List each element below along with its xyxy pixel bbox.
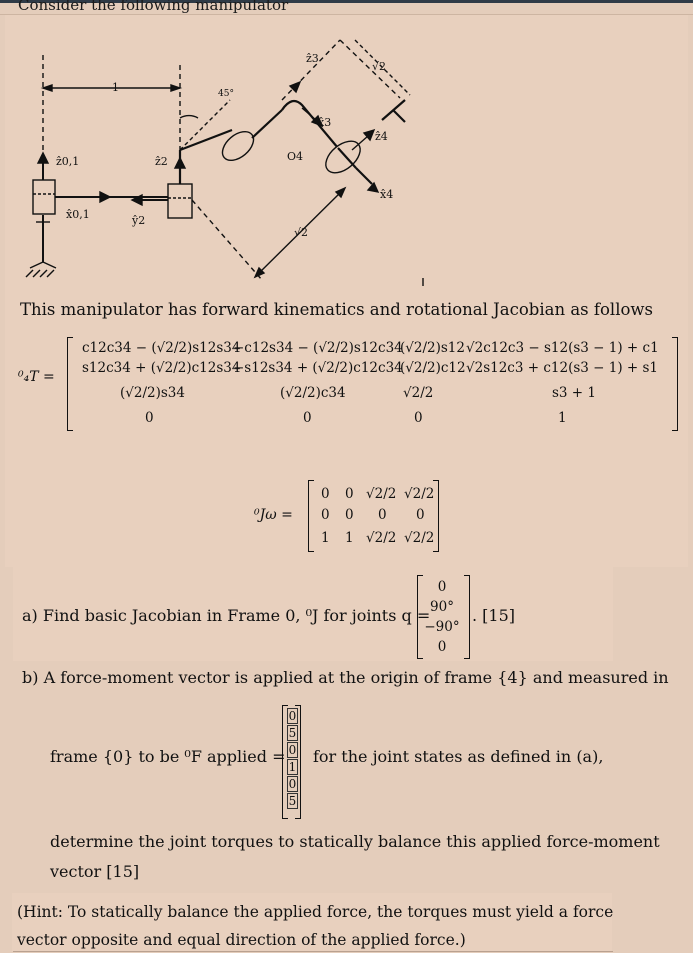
label-x4: x̂4 — [380, 188, 394, 201]
dim-arrow-left — [43, 85, 52, 91]
jw-lhs: ⁰Jω = — [254, 507, 293, 523]
jw-cell: 1 — [345, 530, 354, 546]
fk-cell: c12c34 − (√2/2)s12s34 — [82, 340, 241, 356]
intro-text: This manipulator has forward kinematics and rotational Jacobian as follows — [20, 300, 654, 319]
part-b-line3: determine the joint torques to statically balance this applied force-moment — [50, 832, 660, 851]
fk-cell: s12c34 + (√2/2)c12s34 — [82, 360, 241, 376]
q-value: 0 — [437, 579, 447, 595]
question-title: Consider the following manipulator — [18, 0, 289, 14]
fk-bracket-right — [672, 337, 678, 431]
part-a-text: a) Find basic Jacobian in Frame 0, ⁰J for joints q = — [22, 606, 431, 625]
jw-cell: √2/2 — [366, 530, 397, 546]
q-value: −90° — [424, 619, 460, 635]
joint-2 — [168, 184, 192, 218]
force-entry: 5 — [288, 726, 297, 740]
label-one: 1 — [112, 81, 119, 94]
fk-cell: (√2/2)c34 — [280, 385, 346, 401]
joint-3 — [217, 126, 259, 166]
force-entry: 5 — [288, 794, 297, 808]
part-b-line2: frame {0} to be ⁰F applied = — [50, 747, 286, 766]
fk-cell: 0 — [303, 410, 312, 426]
jw-cell: 0 — [345, 507, 354, 523]
part-b-line4: vector [15] — [50, 862, 140, 881]
label-sqrt2-bottom: √2 — [294, 226, 309, 239]
hint-line1: (Hint: To statically balance the applied force, the torques must yield a force — [17, 903, 614, 921]
fk-cell: 0 — [414, 410, 423, 426]
label-z4: ẑ4 — [375, 130, 388, 143]
q-value: 90° — [430, 599, 454, 615]
fk-cell: (√2/2)s12 — [400, 340, 465, 356]
label-o4: O4 — [287, 150, 304, 163]
force-vector — [287, 708, 298, 810]
fk-cell: −c12s34 − (√2/2)s12c34 — [233, 340, 403, 356]
jw-cell: 1 — [321, 530, 330, 546]
force-entry: 0 — [288, 777, 297, 791]
label-x01: x̂0,1 — [66, 208, 90, 221]
part-a-marks: . [15] — [472, 606, 516, 625]
jw-cell: 0 — [416, 507, 425, 523]
fk-bracket-left — [67, 337, 73, 431]
jw-cell: 0 — [321, 486, 330, 502]
jw-bracket-left — [308, 480, 314, 552]
fk-cell: √2s12c3 + c12(s3 − 1) + s1 — [466, 360, 659, 376]
label-z01: ẑ0,1 — [56, 155, 80, 168]
dim-arrow-right — [171, 85, 180, 91]
jw-cell: √2/2 — [404, 530, 435, 546]
manipulator-diagram — [0, 0, 693, 300]
label-angle: 45° — [218, 89, 234, 99]
jw-cell: 0 — [345, 486, 354, 502]
q-bracket-right — [464, 575, 470, 659]
fk-lhs: ⁰₄T = — [18, 369, 55, 385]
label-z2: ẑ2 — [155, 155, 168, 168]
hint-line2: vector opposite and equal direction of the applied force.) — [17, 931, 466, 949]
fk-cell: √2c12c3 − s12(s3 − 1) + c1 — [466, 340, 659, 356]
label-y2: ŷ2 — [132, 214, 146, 227]
jw-cell: 0 — [321, 507, 330, 523]
label-x3: x̂3 — [318, 116, 332, 129]
fk-cell: 1 — [558, 410, 567, 426]
force-entry: 1 — [288, 760, 297, 774]
fk-cell: 0 — [145, 410, 154, 426]
part-b-line1: b) A force-moment vector is applied at the origin of frame {4} and measured in — [22, 668, 669, 687]
hint-underline — [13, 951, 613, 952]
label-sqrt2-top: √2 — [372, 60, 387, 73]
force-entry: 0 — [288, 709, 297, 723]
part-b-line2-right: for the joint states as defined in (a), — [313, 747, 604, 766]
jw-cell: √2/2 — [404, 486, 435, 502]
fk-cell: √2/2 — [403, 385, 434, 401]
jw-cell: √2/2 — [366, 486, 397, 502]
fk-cell: (√2/2)s34 — [120, 385, 185, 401]
joint-1 — [33, 180, 55, 214]
q-value: 0 — [437, 639, 447, 655]
label-z3: ẑ3 — [306, 52, 319, 65]
force-entry: 0 — [288, 743, 297, 757]
fk-cell: s3 + 1 — [552, 385, 597, 401]
fk-cell: (√2/2)c12 — [400, 360, 466, 376]
fk-cell: −s12s34 + (√2/2)c12c34 — [233, 360, 403, 376]
jw-cell: 0 — [378, 507, 387, 523]
